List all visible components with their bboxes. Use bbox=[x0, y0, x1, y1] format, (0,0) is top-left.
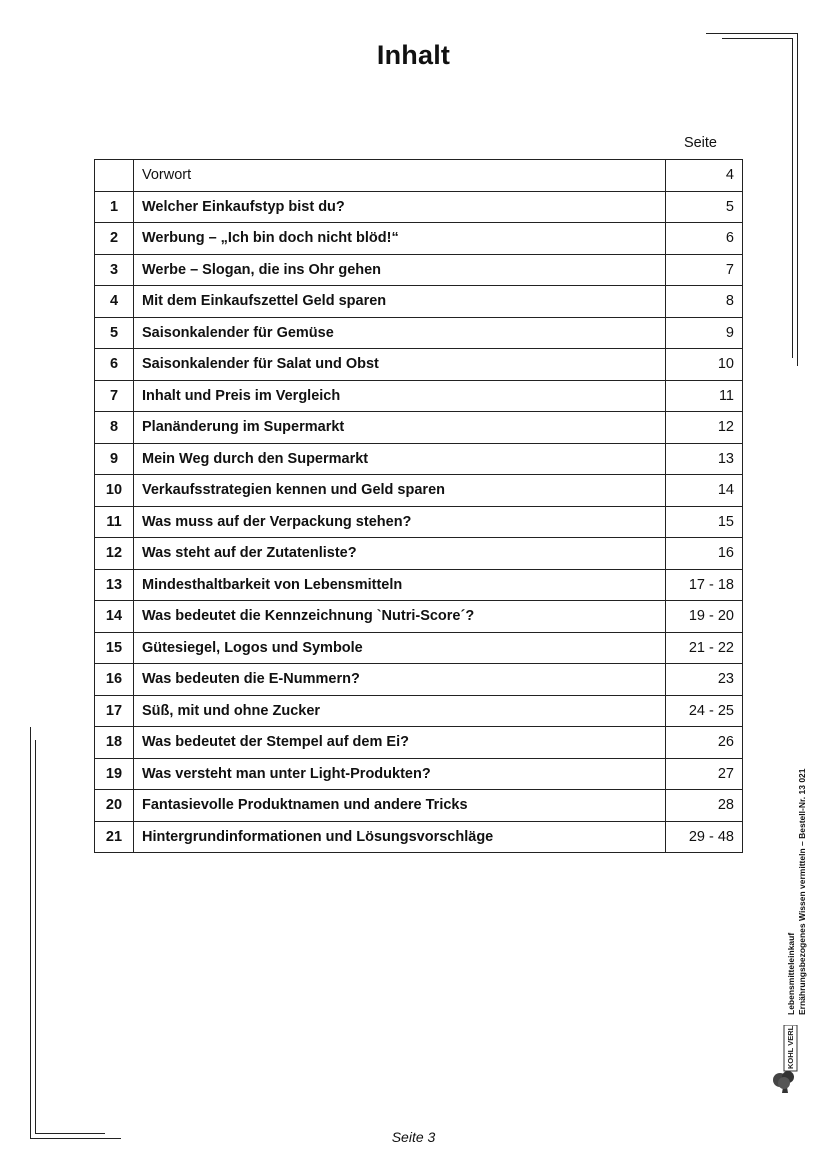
chapter-title: Saisonkalender für Salat und Obst bbox=[134, 349, 666, 381]
chapter-number: 15 bbox=[95, 632, 134, 664]
chapter-title: Was bedeutet der Stempel auf dem Ei? bbox=[134, 727, 666, 759]
chapter-number: 3 bbox=[95, 254, 134, 286]
chapter-page: 4 bbox=[666, 160, 743, 192]
chapter-page: 10 bbox=[666, 349, 743, 381]
table-of-contents bbox=[94, 159, 743, 853]
frame-bottom-left-vertical-inner bbox=[35, 740, 36, 1134]
chapter-title: Verkaufsstrategien kennen und Geld sparen bbox=[134, 475, 666, 507]
chapter-title: Fantasievolle Produktnamen und andere Tricks bbox=[134, 790, 666, 822]
frame-bottom-left-horizontal-outer bbox=[30, 1138, 121, 1139]
chapter-title: Welcher Einkaufstyp bist du? bbox=[134, 191, 666, 223]
chapter-title: Inhalt und Preis im Vergleich bbox=[134, 380, 666, 412]
table-row bbox=[95, 727, 743, 759]
chapter-page: 23 bbox=[666, 664, 743, 696]
chapter-page: 17 - 18 bbox=[666, 569, 743, 601]
table-row bbox=[95, 380, 743, 412]
frame-top-right-vertical-outer bbox=[797, 33, 798, 366]
chapter-number: 12 bbox=[95, 538, 134, 570]
page-footer: Seite 3 bbox=[391, 1129, 436, 1145]
chapter-number: 2 bbox=[95, 223, 134, 255]
chapter-number: 6 bbox=[95, 349, 134, 381]
chapter-number: 19 bbox=[95, 758, 134, 790]
chapter-title: Gütesiegel, Logos und Symbole bbox=[134, 632, 666, 664]
chapter-page: 6 bbox=[666, 223, 743, 255]
table-row bbox=[95, 286, 743, 318]
chapter-title: Mein Weg durch den Supermarkt bbox=[134, 443, 666, 475]
table-row bbox=[95, 506, 743, 538]
chapter-title: Mindesthaltbarkeit von Lebensmitteln bbox=[134, 569, 666, 601]
side-publication-info bbox=[786, 768, 808, 1015]
frame-top-right-vertical-inner bbox=[792, 38, 793, 358]
chapter-number: 4 bbox=[95, 286, 134, 318]
chapter-page: 7 bbox=[666, 254, 743, 286]
chapter-number: 21 bbox=[95, 821, 134, 853]
table-row bbox=[95, 664, 743, 696]
chapter-page: 28 bbox=[666, 790, 743, 822]
side-info-line1: Lebensmitteleinkauf bbox=[786, 932, 796, 1015]
frame-bottom-left-horizontal-inner bbox=[35, 1133, 105, 1134]
page-column-label: Seite bbox=[683, 135, 717, 151]
chapter-page: 21 - 22 bbox=[666, 632, 743, 664]
publisher-logo bbox=[770, 1025, 800, 1095]
chapter-number: 17 bbox=[95, 695, 134, 727]
table-row bbox=[95, 223, 743, 255]
table-row bbox=[95, 475, 743, 507]
chapter-number: 7 bbox=[95, 380, 134, 412]
table-row bbox=[95, 160, 743, 192]
chapter-page: 26 bbox=[666, 727, 743, 759]
chapter-number: 5 bbox=[95, 317, 134, 349]
chapter-title: Saisonkalender für Gemüse bbox=[134, 317, 666, 349]
table-row bbox=[95, 695, 743, 727]
chapter-title: Hintergrundinformationen und Lösungsvorschläge bbox=[134, 821, 666, 853]
page-title: Inhalt bbox=[376, 40, 451, 70]
table-row bbox=[95, 790, 743, 822]
chapter-page: 13 bbox=[666, 443, 743, 475]
chapter-title: Werbung – „Ich bin doch nicht blöd!“ bbox=[134, 223, 666, 255]
chapter-number: 16 bbox=[95, 664, 134, 696]
chapter-title: Süß, mit und ohne Zucker bbox=[134, 695, 666, 727]
publisher-logo-text: KOHL VERLAG bbox=[786, 1025, 795, 1069]
chapter-number: 20 bbox=[95, 790, 134, 822]
chapter-title: Was bedeuten die E-Nummern? bbox=[134, 664, 666, 696]
chapter-page: 27 bbox=[666, 758, 743, 790]
chapter-number bbox=[95, 160, 134, 192]
chapter-title: Mit dem Einkaufszettel Geld sparen bbox=[134, 286, 666, 318]
chapter-title: Vorwort bbox=[134, 160, 666, 192]
chapter-number: 11 bbox=[95, 506, 134, 538]
chapter-number: 8 bbox=[95, 412, 134, 444]
chapter-title: Planänderung im Supermarkt bbox=[134, 412, 666, 444]
table-row bbox=[95, 349, 743, 381]
chapter-title: Was versteht man unter Light-Produkten? bbox=[134, 758, 666, 790]
chapter-number: 18 bbox=[95, 727, 134, 759]
chapter-number: 9 bbox=[95, 443, 134, 475]
frame-top-right-horizontal-inner bbox=[722, 38, 793, 39]
chapter-number: 14 bbox=[95, 601, 134, 633]
table-row bbox=[95, 601, 743, 633]
chapter-page: 9 bbox=[666, 317, 743, 349]
chapter-page: 14 bbox=[666, 475, 743, 507]
frame-bottom-left-vertical-outer bbox=[30, 727, 31, 1139]
chapter-number: 1 bbox=[95, 191, 134, 223]
chapter-title: Was bedeutet die Kennzeichnung `Nutri-Score´? bbox=[134, 601, 666, 633]
chapter-number: 13 bbox=[95, 569, 134, 601]
table-row bbox=[95, 758, 743, 790]
chapter-title: Werbe – Slogan, die ins Ohr gehen bbox=[134, 254, 666, 286]
side-info-line2: Ernährungsbezogenes Wissen vermitteln – Bestell-Nr. 13 021 bbox=[797, 768, 807, 1015]
chapter-page: 12 bbox=[666, 412, 743, 444]
chapter-page: 29 - 48 bbox=[666, 821, 743, 853]
frame-top-right-horizontal-outer bbox=[706, 33, 798, 34]
chapter-page: 11 bbox=[666, 380, 743, 412]
table-row bbox=[95, 191, 743, 223]
table-row bbox=[95, 317, 743, 349]
table-row bbox=[95, 538, 743, 570]
table-row bbox=[95, 412, 743, 444]
table-row bbox=[95, 254, 743, 286]
chapter-page: 15 bbox=[666, 506, 743, 538]
table-row bbox=[95, 632, 743, 664]
chapter-page: 8 bbox=[666, 286, 743, 318]
chapter-page: 19 - 20 bbox=[666, 601, 743, 633]
table-row bbox=[95, 569, 743, 601]
chapter-number: 10 bbox=[95, 475, 134, 507]
chapter-page: 16 bbox=[666, 538, 743, 570]
chapter-title: Was steht auf der Zutatenliste? bbox=[134, 538, 666, 570]
table-row bbox=[95, 443, 743, 475]
table-row bbox=[95, 821, 743, 853]
chapter-page: 24 - 25 bbox=[666, 695, 743, 727]
chapter-title: Was muss auf der Verpackung stehen? bbox=[134, 506, 666, 538]
chapter-page: 5 bbox=[666, 191, 743, 223]
